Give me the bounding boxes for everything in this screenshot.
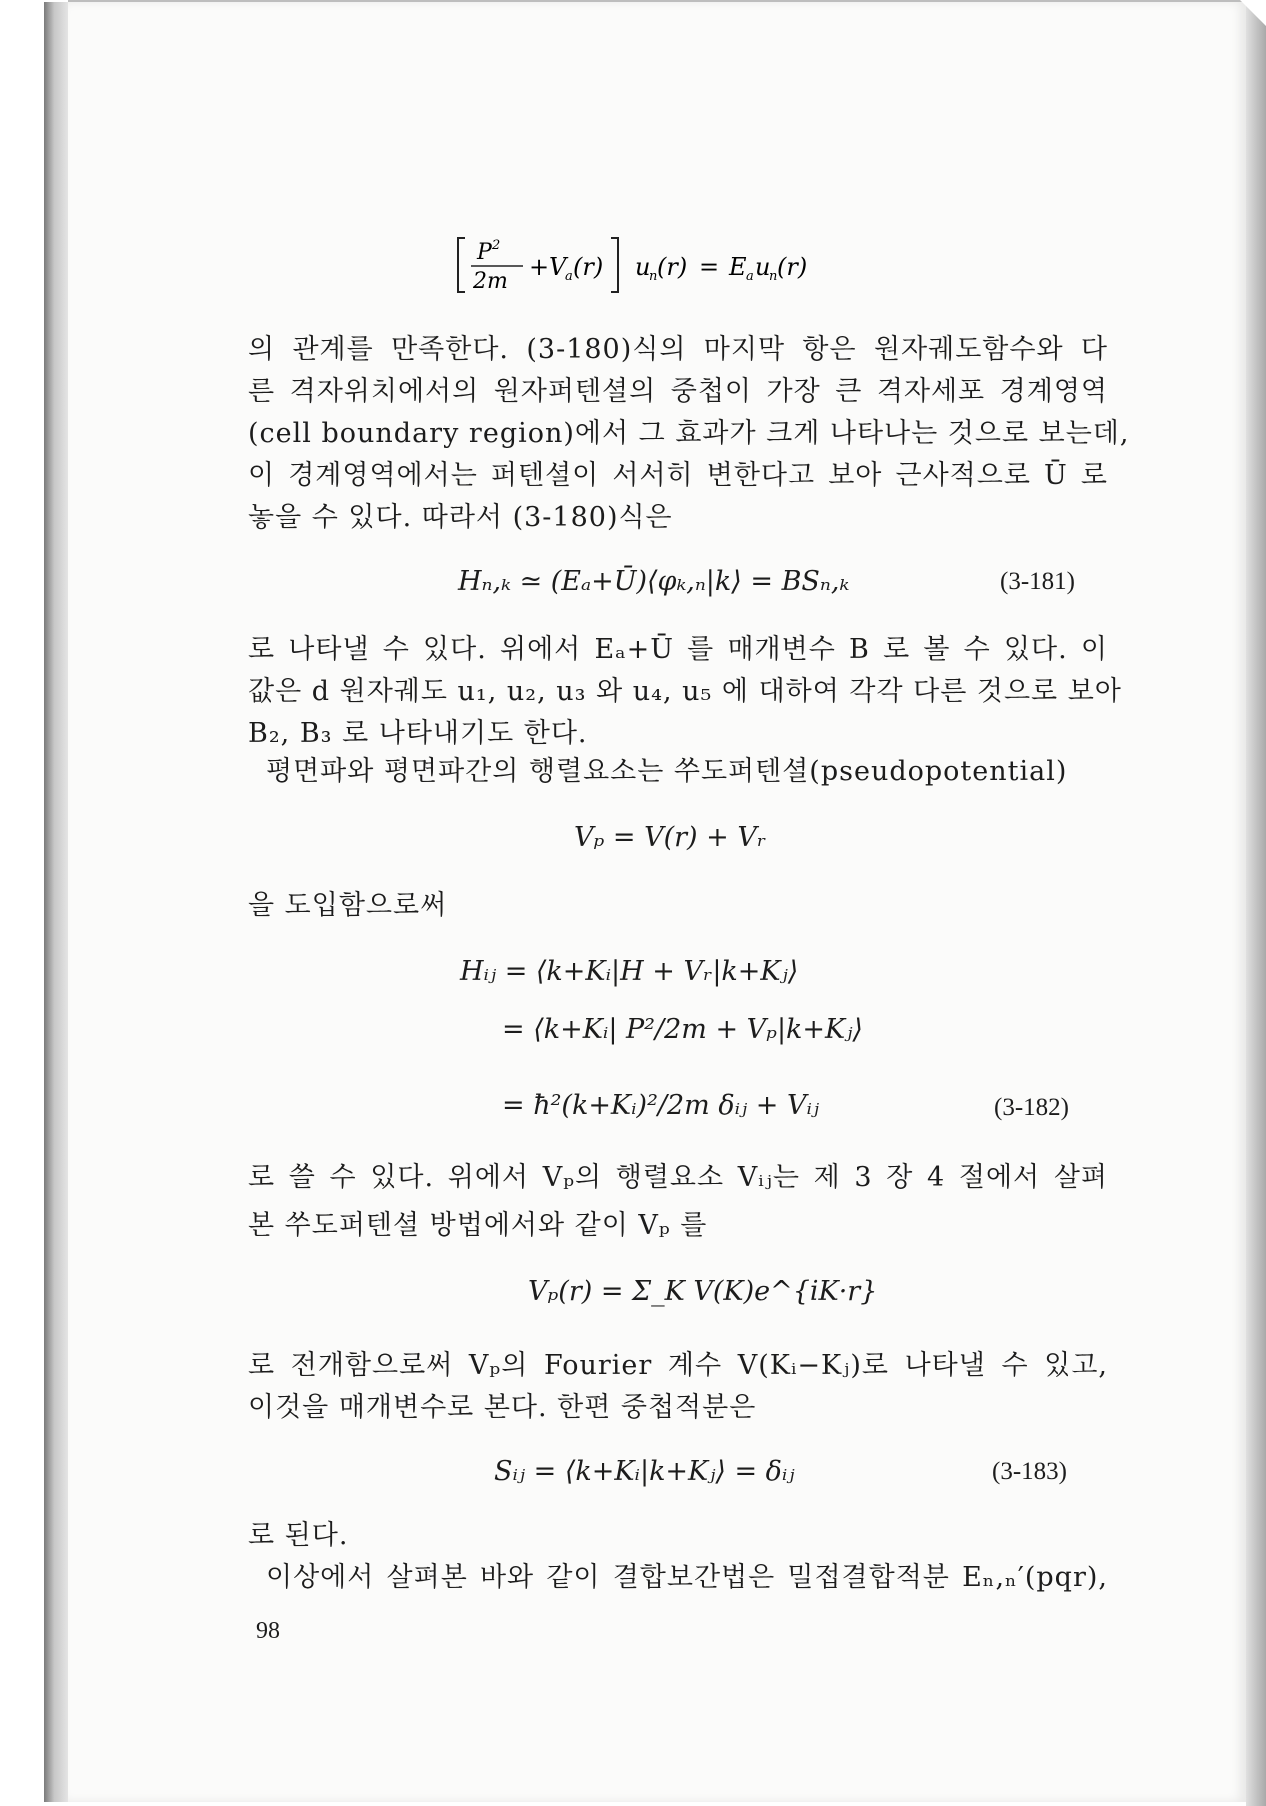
equation-top-text <box>455 232 863 263</box>
paragraph-line: 의 관계를 만족한다. (3-180)식의 마지막 항은 원자궤도함수와 다 <box>248 334 1108 365</box>
svg-text:+: + <box>529 253 550 281</box>
svg-text:u: u <box>755 253 771 281</box>
equation-number-3-182: (3-182) <box>994 1094 1069 1121</box>
equation-3-182-line3: = ħ²(k+Kᵢ)²/2m δᵢⱼ + Vᵢⱼ <box>502 1090 820 1121</box>
svg-text:2m: 2m <box>473 269 508 294</box>
svg-text:E: E <box>729 253 747 281</box>
paragraph-line: B₂, B₃ 로 나타내기도 한다. <box>248 718 588 749</box>
equation-number-3-183: (3-183) <box>992 1458 1067 1485</box>
page-corner <box>1240 0 1266 26</box>
svg-text:(r): (r) <box>573 253 604 281</box>
equation-3-182-line2: = ⟨k+Kᵢ| P²/2m + Vₚ|k+Kⱼ⟩ <box>502 1014 863 1045</box>
equation-schrodinger <box>455 232 915 309</box>
equation-3-182-line1: Hᵢⱼ = ⟨k+Kᵢ|H + Vᵣ|k+Kⱼ⟩ <box>460 956 799 987</box>
svg-text:u: u <box>635 253 651 281</box>
paragraph-line: 평면파와 평면파간의 행렬요소는 쑤도퍼텐셜(pseudopotential) <box>266 756 1068 787</box>
svg-text:2: 2 <box>492 238 501 253</box>
paragraph-line: 로 된다. <box>248 1520 349 1551</box>
svg-text:a: a <box>746 269 754 284</box>
page-number: 98 <box>256 1618 280 1644</box>
equation-3-181: Hₙ,ₖ ≃ (Eₐ+Ū)⟨φₖ,ₙ|k⟩ = BSₙ,ₖ <box>458 566 850 597</box>
paragraph-line: 본 쑤도퍼텐셜 방법에서와 같이 Vₚ 를 <box>248 1210 708 1241</box>
svg-text:=: = <box>699 253 720 281</box>
paragraph-line: 을 도입함으로써 <box>248 890 448 921</box>
page-right-strip <box>1246 0 1266 1806</box>
svg-text:P: P <box>477 240 492 265</box>
paragraph-line: 이 경계영역에서는 퍼텐셜이 서서히 변한다고 보아 근사적으로 Ū 로 <box>248 460 1108 491</box>
equation-3-183: Sᵢⱼ = ⟨k+Kᵢ|k+Kⱼ⟩ = δᵢⱼ <box>494 1456 795 1487</box>
svg-text:n: n <box>769 269 778 284</box>
paragraph-line: 값은 d 원자궤도 u₁, u₂, u₃ 와 u₄, u₅ 에 대하여 각각 다른 것으로 보아 <box>248 676 1122 707</box>
paragraph-line: 놓을 수 있다. 따라서 (3-180)식은 <box>248 502 673 533</box>
paragraph-line: 로 나타낼 수 있다. 위에서 Eₐ+Ū 를 매개변수 B 로 볼 수 있다. 이 <box>248 634 1108 665</box>
paragraph-line: 로 전개함으로써 Vₚ의 Fourier 계수 V(Kᵢ−Kⱼ)로 나타낼 수 있고, <box>248 1350 1108 1381</box>
svg-text:a: a <box>565 269 573 284</box>
paragraph-line: 로 쓸 수 있다. 위에서 Vₚ의 행렬요소 Vᵢⱼ는 제 3 장 4 절에서 살펴 <box>248 1162 1108 1193</box>
svg-text:n: n <box>649 269 658 284</box>
paragraph-line: 른 격자위치에서의 원자퍼텐셜의 중첩이 가장 큰 격자세포 경계영역 <box>248 376 1108 407</box>
paragraph-line: 이상에서 살펴본 바와 같이 결합보간법은 밀접결합적분 Eₙ,ₙ′(pqr), <box>266 1562 1108 1593</box>
equation-number-3-181: (3-181) <box>1000 568 1075 595</box>
paragraph-line: (cell boundary region)에서 그 효과가 크게 나타나는 것으로 보는데, <box>248 418 1130 449</box>
page-left-edge <box>44 2 70 1802</box>
paragraph-line: 이것을 매개변수로 본다. 한편 중첩적분은 <box>248 1392 757 1423</box>
svg-text:V: V <box>549 253 567 281</box>
svg-text:(r): (r) <box>777 253 808 281</box>
equation-pseudopotential: Vₚ = V(r) + Vᵣ <box>574 822 767 853</box>
equation-vp-fourier: Vₚ(r) = Σ_K V(K)e^{iK·r} <box>528 1276 878 1307</box>
svg-text:(r): (r) <box>657 253 688 281</box>
